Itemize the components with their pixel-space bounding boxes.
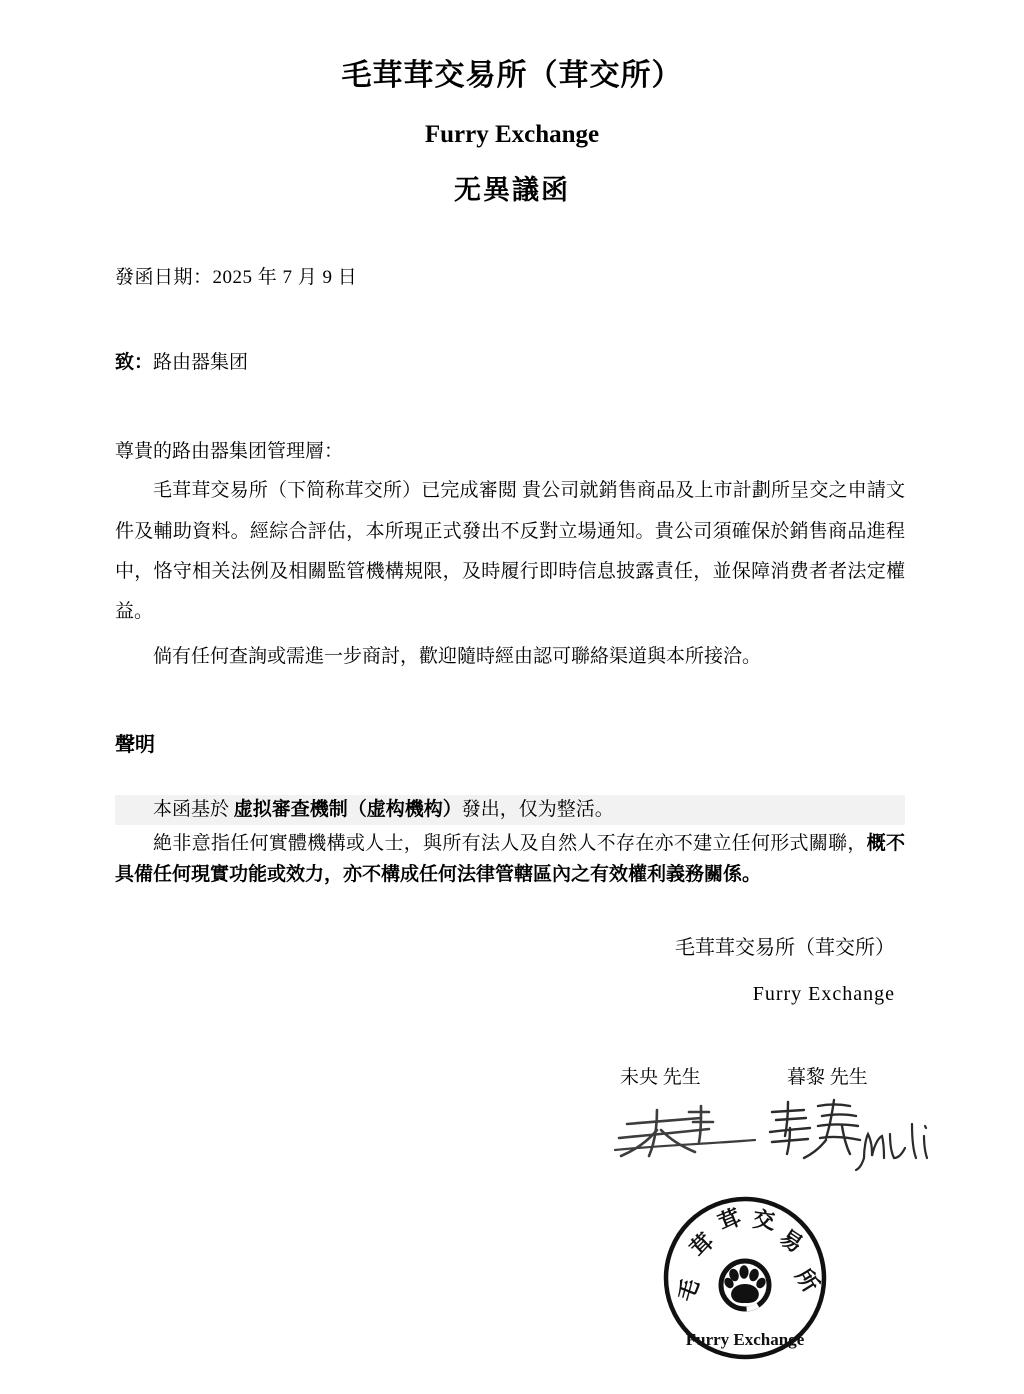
issue-date: 發函日期：2025 年 7 月 9 日 — [115, 267, 358, 289]
signature-org-english: Furry Exchange — [752, 983, 895, 1006]
document-title: 无異議函 — [454, 175, 570, 205]
seal-arc-char-1: 毛 — [672, 1275, 704, 1305]
document-header — [0, 0, 1024, 206]
body-paragraph-2: 倘有任何查詢或需進一步商討，歡迎隨時經由認可聯絡渠道與本所接洽。 — [153, 646, 762, 668]
salutation: 尊貴的路由器集团管理層： — [115, 441, 344, 463]
org-name-chinese: 毛茸茸交易所（茸交所） — [341, 59, 683, 92]
seal-arc-char-4: 交 — [751, 1206, 777, 1235]
org-name-english: Furry Exchange — [424, 121, 600, 148]
seal-arc-char-5: 易 — [775, 1224, 808, 1258]
statement-line1-prefix: 本函基於 — [153, 799, 234, 821]
statement-line-2 — [115, 829, 905, 891]
handwritten-signatures — [115, 1102, 905, 1182]
seal-arc-char-3: 茸 — [714, 1204, 745, 1236]
signer-1-name: 未央 先生 — [620, 1067, 701, 1089]
seal-bottom-text: Furry Exchange — [685, 1330, 805, 1349]
signer-2-name: 暮黎 先生 — [787, 1067, 868, 1089]
recipient-line — [115, 347, 905, 374]
seal-graphic — [650, 1183, 840, 1373]
signature-block — [115, 936, 905, 1006]
statement-line-1 — [115, 795, 905, 824]
signature-mark-weiyang — [605, 1102, 785, 1172]
document-body — [115, 262, 905, 1182]
statement-line2-normal: 絶非意指任何實體機構或人士，與所有法人及自然人不存在亦不建立任何形式關聯， — [153, 832, 867, 854]
statement-heading: 聲明 — [115, 734, 155, 757]
seal-arc-char-6: 所 — [790, 1264, 824, 1297]
seal-arc-char-2: 茸 — [685, 1228, 719, 1262]
official-seal — [650, 1183, 840, 1373]
recipient-label: 致： — [115, 352, 154, 374]
recipient-name: 路由器集团 — [153, 352, 249, 374]
statement-line2-emphasis: 概不具備任何現實功能或效力，亦不構成任何法律管轄區內之有效權利義務關係。 — [115, 832, 905, 885]
signature-mark-muli — [760, 1096, 960, 1176]
body-paragraph-1: 毛茸茸交易所（下简称茸交所）已完成審閲 貴公司就銷售商品及上市計劃所呈交之申請文件及輔助資料。經綜合評估，本所現正式發出不反對立場通知。貴公司須確保於銷售商品進程中，恪守相关法例及相關監管機構規限，及時履行即時信息披露責任，並保障消费者者法定權益。 — [115, 480, 905, 623]
statement-line1-emphasis: 虚拟審查機制（虚构機构） — [233, 799, 462, 821]
signature-org-chinese: 毛茸茸交易所（茸交所） — [675, 937, 895, 960]
statement-line1-suffix: 發出，仅为整活。 — [461, 799, 614, 821]
paw-print-icon — [721, 1261, 769, 1309]
